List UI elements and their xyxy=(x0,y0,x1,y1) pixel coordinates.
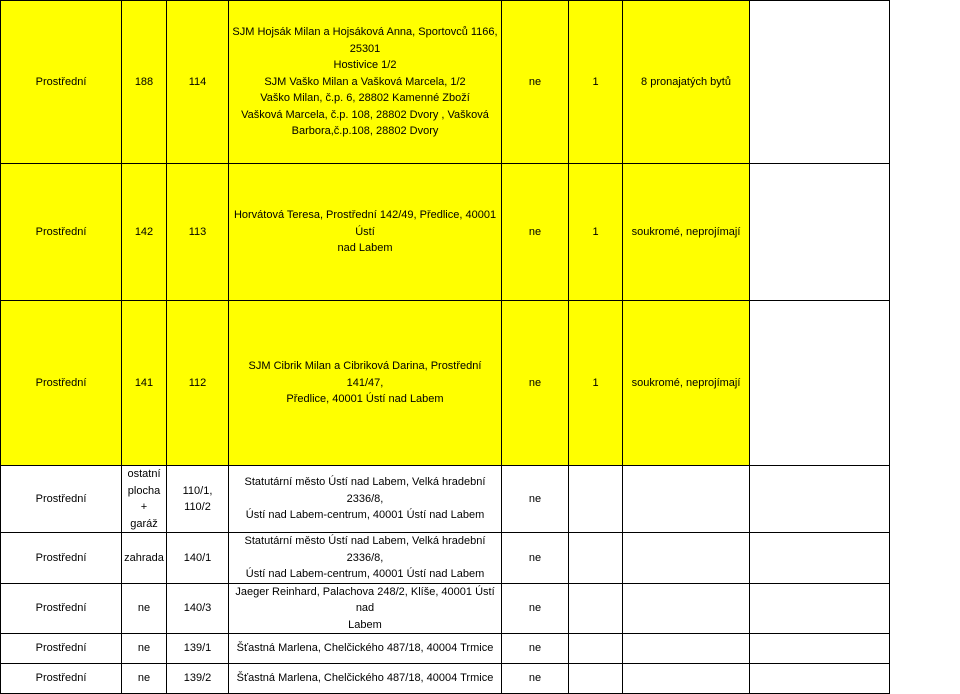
type-cell: ne xyxy=(122,664,167,694)
empty-cell xyxy=(569,533,623,584)
empty-cell xyxy=(623,533,750,584)
building-photo-1 xyxy=(750,1,890,164)
street-cell: Prostřední xyxy=(1,1,122,164)
number-cell: 142 xyxy=(122,164,167,301)
empty-cell xyxy=(623,466,750,533)
empty-cell xyxy=(750,533,890,584)
table-row xyxy=(1,466,890,533)
owner-line: SJM Vaško Milan a Vašková Marcela, 1/2 xyxy=(264,75,466,88)
type-cell: zahrada xyxy=(122,533,167,584)
note-cell: 8 pronajatých bytů xyxy=(623,1,750,164)
parcel-cell: 112 xyxy=(167,301,229,466)
parcel-cell: 139/2 xyxy=(167,664,229,694)
note-cell: soukromé, neprojímají xyxy=(623,301,750,466)
owner-cell: Šťastná Marlena, Chelčického 487/18, 40004 Trmice xyxy=(229,634,502,664)
owner-cell: Šťastná Marlena, Chelčického 487/18, 40004 Trmice xyxy=(229,664,502,694)
owner-line: Předlice, 40001 Ústí nad Labem xyxy=(286,393,444,406)
parcel-cell: 113 xyxy=(167,164,229,301)
table-row xyxy=(1,664,890,694)
number-cell: 188 xyxy=(122,1,167,164)
count-cell: 1 xyxy=(569,301,623,466)
empty-cell xyxy=(623,664,750,694)
table-row xyxy=(1,301,890,466)
parcel-cell: 114 xyxy=(167,1,229,164)
flag-cell: ne xyxy=(502,533,569,584)
parcel-line: 110/2 xyxy=(184,501,211,513)
empty-cell xyxy=(569,466,623,533)
flag-cell: ne xyxy=(502,164,569,301)
type-cell: ne xyxy=(122,583,167,634)
table-row xyxy=(1,533,890,584)
street-cell: Prostřední xyxy=(1,664,122,694)
empty-cell xyxy=(750,466,890,533)
street-cell: Prostřední xyxy=(1,634,122,664)
parcel-cell: 139/1 xyxy=(167,634,229,664)
count-cell: 1 xyxy=(569,1,623,164)
number-cell: 141 xyxy=(122,301,167,466)
owner-line: Horvátová Teresa, Prostřední 142/49, Předlice, 40001 Ústí xyxy=(233,209,497,238)
type-line: ostatní xyxy=(127,468,161,480)
owner-line: SJM Hojsák Milan a Hojsáková Anna, Sportovců 1166, 25301 xyxy=(232,26,498,55)
owner-line: Statutární město Ústí nad Labem, Velká hradební 2336/8, xyxy=(244,535,486,564)
owner-cell xyxy=(229,466,502,533)
parcel-line: 110/1, xyxy=(182,484,213,497)
owner-cell xyxy=(229,164,502,301)
building-photo-2 xyxy=(750,164,890,301)
owner-line: Ústí nad Labem-centrum, 40001 Ústí nad Labem xyxy=(245,509,485,522)
owner-line: Statutární město Ústí nad Labem, Velká hradební 2336/8, xyxy=(244,476,486,505)
owner-line: Ústí nad Labem-centrum, 40001 Ústí nad Labem xyxy=(245,568,485,580)
type-line: garáž xyxy=(130,517,158,530)
parcel-cell: 140/1 xyxy=(167,533,229,584)
owner-line: SJM Cibrik Milan a Cibriková Darina, Prostřední 141/47, xyxy=(248,360,482,389)
owner-line: Hostivice 1/2 xyxy=(333,59,397,72)
owner-cell xyxy=(229,1,502,164)
empty-cell xyxy=(750,664,890,694)
count-cell: 1 xyxy=(569,164,623,301)
empty-cell xyxy=(569,664,623,694)
owner-line: nad Labem xyxy=(337,242,393,255)
flag-cell: ne xyxy=(502,634,569,664)
owner-line: Vašková Marcela, č.p. 108, 28802 Dvory , Vašková xyxy=(241,108,489,121)
empty-cell xyxy=(569,583,623,634)
owner-line: Labem xyxy=(348,618,382,631)
flag-cell: ne xyxy=(502,301,569,466)
owner-cell xyxy=(229,301,502,466)
owner-line: Jaeger Reinhard, Palachova 248/2, Klíše, 40001 Ústí nad xyxy=(235,585,495,614)
table-row xyxy=(1,164,890,301)
type-cell: ne xyxy=(122,634,167,664)
street-cell: Prostřední xyxy=(1,301,122,466)
building-photo-3 xyxy=(750,301,890,466)
flag-cell: ne xyxy=(502,1,569,164)
street-cell: Prostřední xyxy=(1,533,122,584)
flag-cell: ne xyxy=(502,583,569,634)
owner-line: Barbora,č.p.108, 28802 Dvory xyxy=(291,125,439,138)
owner-cell xyxy=(229,533,502,584)
parcel-cell xyxy=(167,466,229,533)
owner-cell xyxy=(229,583,502,634)
empty-cell xyxy=(623,583,750,634)
parcel-cell: 140/3 xyxy=(167,583,229,634)
flag-cell: ne xyxy=(502,664,569,694)
table-row xyxy=(1,1,890,164)
flag-cell: ne xyxy=(502,466,569,533)
street-cell: Prostřední xyxy=(1,583,122,634)
note-cell: soukromé, neprojímají xyxy=(623,164,750,301)
owner-line: Vaško Milan, č.p. 6, 28802 Kamenné Zboží xyxy=(260,92,470,105)
table-row xyxy=(1,583,890,634)
type-line: plocha + xyxy=(127,484,161,513)
street-cell: Prostřední xyxy=(1,466,122,533)
empty-cell xyxy=(750,583,890,634)
type-cell xyxy=(122,466,167,533)
street-cell: Prostřední xyxy=(1,164,122,301)
